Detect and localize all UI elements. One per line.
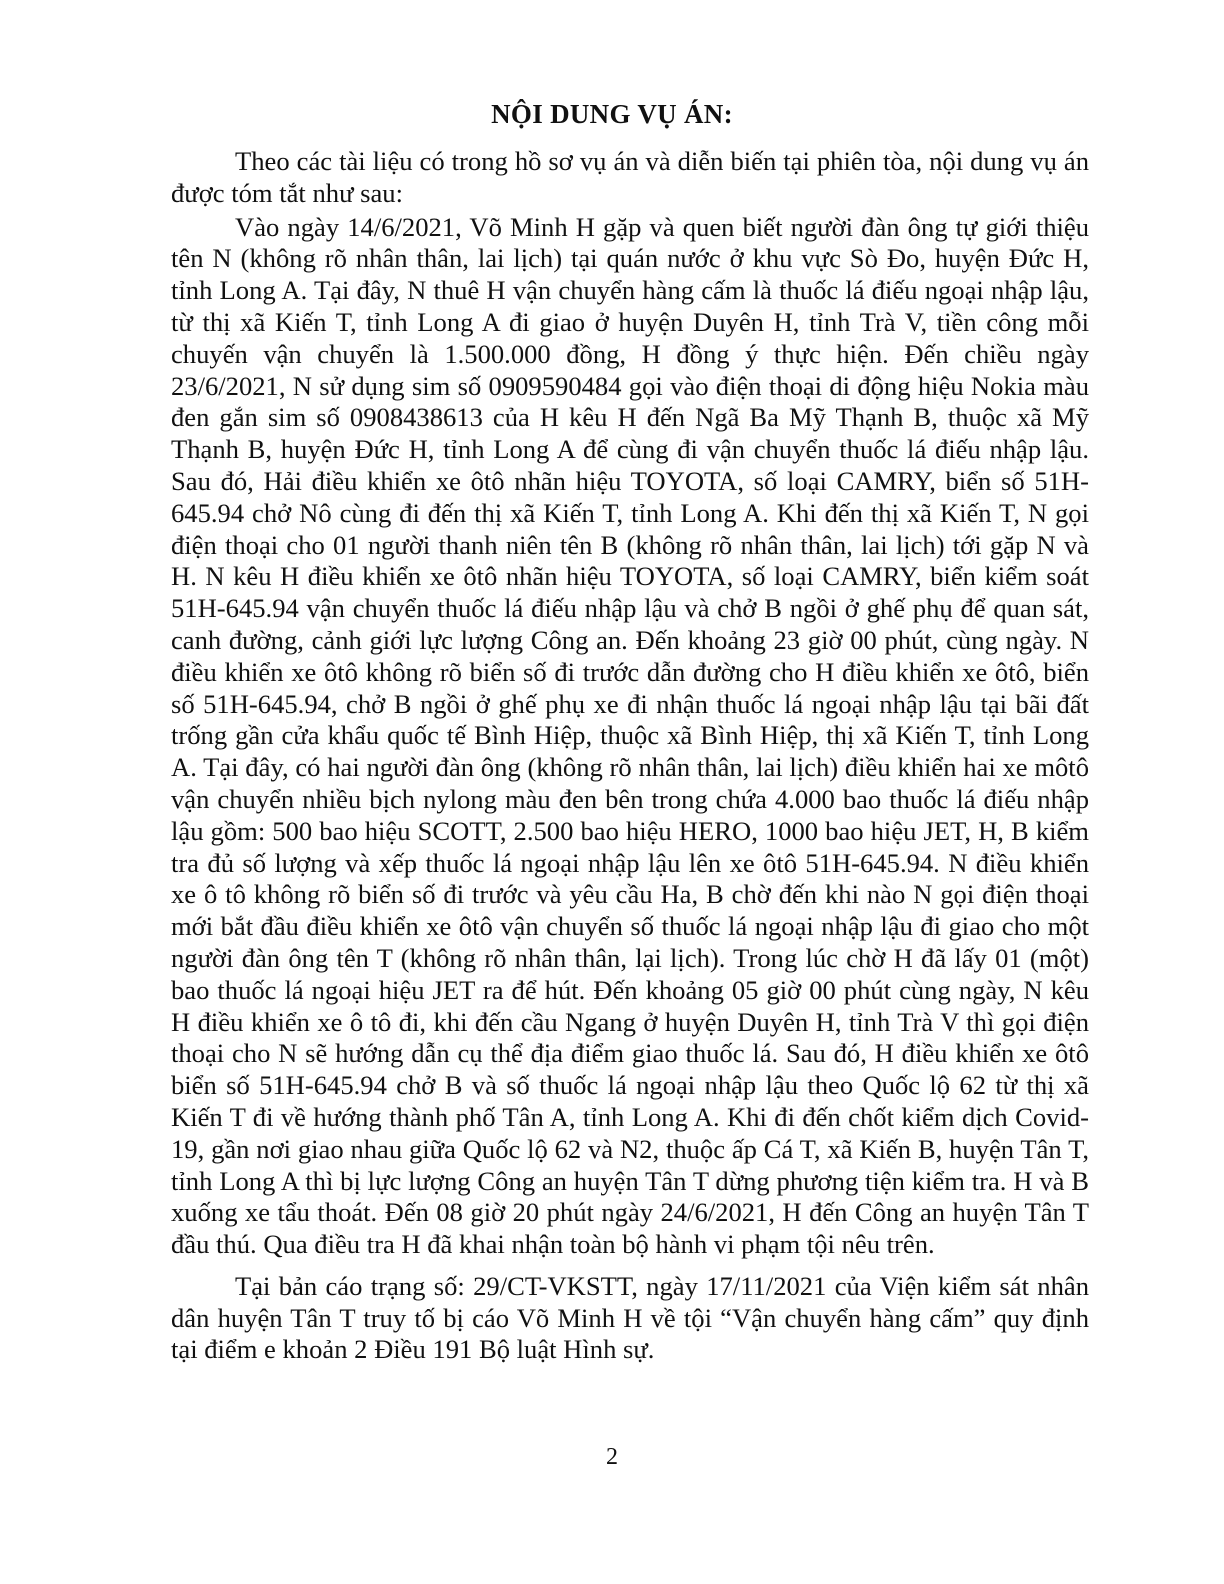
document-body <box>171 146 1089 1366</box>
paragraph-case-facts: Vào ngày 14/6/2021, Võ Minh H gặp và quen biết người đàn ông tự giới thiệu tên N (không rõ nhân thân, lai lịch) tại quán nước ở khu vực Sò Đo, huyện Đức H, tỉnh Long A. Tại đây, N thuê H vận chuyển hàng cấm là thuốc lá điếu ngoại nhập lậu, từ thị xã Kiến T, tỉnh Long A đi giao ở huyện Duyên H, tỉnh Trà V, tiền công mỗi chuyến vận chuyển là 1.500.000 đồng, H đồng ý thực hiện. Đến chiều ngày 23/6/2021, N sử dụng sim số 0909590484 gọi vào điện thoại di động hiệu Nokia màu đen gắn sim số 0908438613 của H kêu H đến Ngã Ba Mỹ Thạnh B, thuộc xã Mỹ Thạnh B, huyện Đức H, tỉnh Long A để cùng đi vận chuyển thuốc lá điếu nhập lậu. Sau đó, Hải điều khiển xe ôtô nhãn hiệu TOYOTA, số loại CAMRY, biển số 51H-645.94 chở Nô cùng đi đến thị xã Kiến T, tỉnh Long A. Khi đến thị xã Kiến T, N gọi điện thoại cho 01 người thanh niên tên B (không rõ nhân thân, lai lịch) tới gặp N và H. N kêu H điều khiển xe ôtô nhãn hiệu TOYOTA, số loại CAMRY, biển kiểm soát 51H-645.94 vận chuyển thuốc lá điếu nhập lậu và chở B ngồi ở ghế phụ để quan sát, canh đường, cảnh giới lực lượng Công an. Đến khoảng 23 giờ 00 phút, cùng ngày. N điều khiển xe ôtô không rõ biển số đi trước dẫn đường cho H điều khiển xe ôtô, biển số 51H-645.94, chở B ngồi ở ghế phụ xe đi nhận thuốc lá ngoại nhập lậu tại bãi đất trống gần cửa khẩu quốc tế Bình Hiệp, thuộc xã Bình Hiệp, thị xã Kiến T, tỉnh Long A. Tại đây, có hai người đàn ông (không rõ nhân thân, lai lịch) điều khiển hai xe môtô vận chuyển nhiều bịch nylong màu đen bên trong chứa 4.000 bao thuốc lá điếu nhập lậu gồm: 500 bao hiệu SCOTT, 2.500 bao hiệu HERO, 1000 bao hiệu JET, H, B kiểm tra đủ số lượng và xếp thuốc lá ngoại nhập lậu lên xe ôtô 51H-645.94. N điều khiển xe ô tô không rõ biển số đi trước và yêu cầu Ha, B chờ đến khi nào N gọi điện thoại mới bắt đầu điều khiển xe ôtô vận chuyển số thuốc lá ngoại nhập lậu đi giao cho một người đàn ông tên T (không rõ nhân thân, lại lịch). Trong lúc chờ H đã lấy 01 (một) bao thuốc lá ngoại hiệu JET ra để hút. Đến khoảng 05 giờ 00 phút cùng ngày, N kêu H điều khiển xe ô tô đi, khi đến cầu Ngang ở huyện Duyên H, tỉnh Trà V thì gọi điện thoại cho N sẽ hướng dẫn cụ thể địa điểm giao thuốc lá. Sau đó, H điều khiển xe ôtô biển số 51H-645.94 chở B và số thuốc lá ngoại nhập lậu theo Quốc lộ 62 từ thị xã Kiến T đi về hướng thành phố Tân A, tỉnh Long A. Khi đi đến chốt kiểm dịch Covid-19, gần nơi giao nhau giữa Quốc lộ 62 và N2, thuộc ấp Cá T, xã Kiến B, huyện Tân T, tỉnh Long A thì bị lực lượng Công an huyện Tân T dừng phương tiện kiểm tra. H và B xuống xe tẩu thoát. Đến 08 giờ 20 phút ngày 24/6/2021, H đến Công an huyện Tân T đầu thú. Qua điều tra H đã khai nhận toàn bộ hành vi phạm tội nêu trên. <box>171 211 1089 1260</box>
section-heading: NỘI DUNG VỤ ÁN: <box>491 99 733 129</box>
paragraph-indictment: Tại bản cáo trạng số: 29/CT-VKSTT, ngày 17/11/2021 của Viện kiểm sát nhân dân huyện Tân T truy tố bị cáo Võ Minh H về tội “Vận chuyển hàng cấm” quy định tại điểm e khoản 2 Điều 191 Bộ luật Hình sự. <box>171 1270 1089 1365</box>
paragraph-intro: Theo các tài liệu có trong hồ sơ vụ án và diễn biến tại phiên tòa, nội dung vụ án được tóm tắt như sau: <box>171 146 1089 208</box>
page-number: 2 <box>606 1444 618 1470</box>
